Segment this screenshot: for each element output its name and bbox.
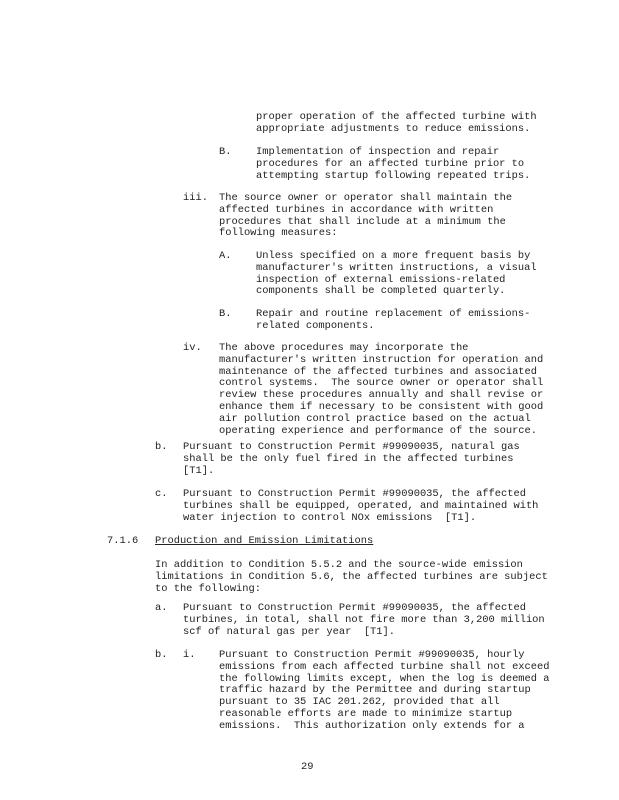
- text-line: related components.: [256, 319, 375, 332]
- text-line: procedures for an affected turbine prior to: [256, 157, 525, 170]
- text-line: water injection to control NOx emissions [T1].: [183, 511, 477, 524]
- list-marker: iv.: [183, 342, 202, 354]
- list-item-text: [219, 193, 512, 240]
- text-line: limitations in Condition 5.6, the affected turbines are subject: [155, 570, 548, 583]
- text-line: reasonable efforts are made to minimize startup: [219, 707, 513, 720]
- text-line: maintenance of the affected turbines and associated: [219, 365, 538, 378]
- text-line: pursuant to 35 IAC 201.262, provided that all: [219, 696, 500, 709]
- list-marker: B.: [219, 146, 232, 158]
- list-marker: b.: [155, 649, 168, 661]
- text-line: shall be the only fuel fired in the affected turbines: [183, 452, 514, 465]
- text-line: air pollution control practice based on the actual: [219, 412, 531, 425]
- text-line: inspection of external emissions-related: [256, 273, 506, 286]
- text-line: traffic hazard by the Permittee and during startup: [219, 684, 531, 697]
- text-line: affected turbines in accordance with written: [219, 203, 494, 216]
- list-marker: b.: [155, 441, 168, 453]
- text-line: scf of natural gas per year [T1].: [183, 625, 396, 638]
- text-line: Pursuant to Construction Permit #99090035, hourly: [219, 649, 525, 661]
- text-line: Pursuant to Construction Permit #99090035, natural gas: [183, 441, 520, 453]
- text-line: Pursuant to Construction Permit #99090035, the affected: [183, 488, 526, 500]
- text-line: control systems. The source owner or operator shall: [219, 377, 544, 390]
- text-line: The above procedures may incorporate the: [219, 342, 469, 354]
- text-line: emissions from each affected turbine shall not exceed: [219, 660, 550, 673]
- list-item-text: [183, 442, 520, 477]
- list-marker: B.: [219, 308, 232, 320]
- list-item-text: [256, 309, 530, 333]
- section-heading-text: Production and Emission Limitations: [155, 535, 374, 547]
- text-line: Implementation of inspection and repair: [256, 146, 500, 158]
- text-line: turbines shall be equipped, operated, and maintained with: [183, 499, 539, 512]
- text-line: emissions. This authorization only extends for a: [219, 719, 525, 732]
- list-marker: c.: [155, 488, 168, 500]
- list-item-text: [183, 489, 538, 524]
- text-line: Unless specified on a more frequent basis by: [256, 250, 531, 262]
- text-line: operating experience and performance of the source.: [219, 424, 538, 437]
- text-line: manufacturer's written instructions, a visual: [256, 261, 537, 274]
- text-line: following measures:: [219, 227, 338, 240]
- text-line: enhance them if necessary to be consistent with good: [219, 400, 544, 413]
- sub-list-marker: i.: [183, 649, 196, 661]
- text-line: the following limits except, when the log is deemed a: [219, 672, 550, 685]
- text-line: In addition to Condition 5.5.2 and the source-wide emission: [155, 559, 523, 571]
- text-line: components shall be completed quarterly.: [256, 285, 506, 298]
- text-line: turbines, in total, shall not fire more than 3,200 million: [183, 613, 545, 626]
- text-line: procedures that shall include at a minimum the: [219, 215, 506, 228]
- section-intro-paragraph: [155, 560, 548, 595]
- list-item-text: [256, 251, 537, 298]
- text-line: [T1].: [183, 464, 215, 477]
- list-item-text: [183, 603, 545, 638]
- list-item-text: [256, 147, 530, 182]
- list-marker: a.: [155, 602, 168, 614]
- text-line: to the following:: [155, 582, 262, 595]
- text-line: Repair and routine replacement of emissions-: [256, 308, 531, 320]
- list-marker: A.: [219, 250, 232, 262]
- section-heading: [155, 536, 373, 548]
- page-number: 29: [301, 761, 314, 773]
- continued-paragraph: [256, 112, 537, 136]
- text-line: The source owner or operator shall maintain the: [219, 192, 513, 204]
- text-line: review these procedures annually and shall revise or: [219, 389, 544, 402]
- text-line: attempting startup following repeated trips.: [256, 169, 531, 182]
- text-line: appropriate adjustments to reduce emissions.: [256, 122, 531, 135]
- list-item-text: [219, 650, 549, 733]
- list-item-text: [219, 343, 543, 437]
- list-marker: iii.: [183, 192, 208, 204]
- text-line: proper operation of the affected turbine with: [256, 111, 537, 123]
- text-line: Pursuant to Construction Permit #99090035, the affected: [183, 602, 526, 614]
- section-number: 7.1.6: [107, 535, 139, 547]
- text-line: manufacturer's written instruction for operation and: [219, 353, 544, 366]
